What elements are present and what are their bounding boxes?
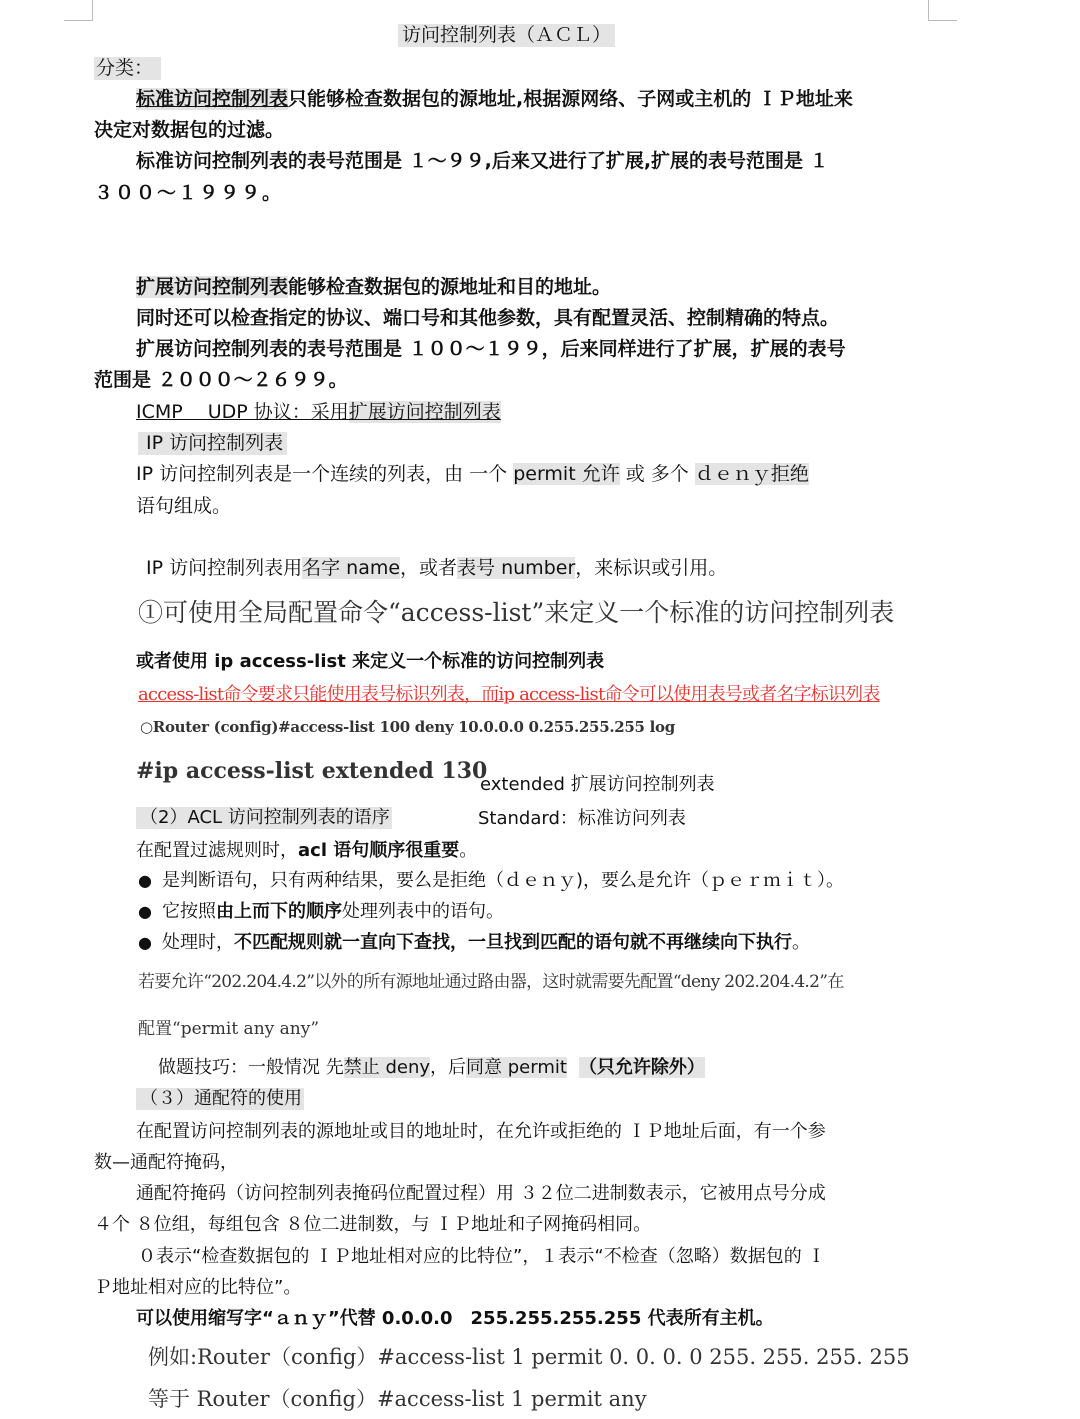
standard-acl-desc: 只能够检查数据包的源地址,根据源网络、子网或主机的 ＩＰ地址来 [288,88,853,110]
classify-label: 分类： [94,57,161,80]
extended-label: extended 扩展访问控制列表 [480,774,715,795]
bullet-2-b: 由上而下的顺序 [215,901,342,922]
order-intro-b: acl 语句顺序很重要 [298,840,460,861]
ip-access-list-line: 或者使用 ip access-list 来定义一个标准的访问控制列表 [136,651,605,672]
standard-acl-range-line2: ３００～１９９９。 [94,182,284,204]
ip-acl-desc-line2: 语句组成。 [136,495,232,517]
bullet-3-b: 不匹配规则就一直向下查找，一旦找到匹配的语句就不再继续向下执行 [233,932,792,953]
bullet-3 [138,932,810,954]
extended-acl-range-line2: 范围是 ２０００～２６９９。 [94,369,348,391]
page-title: 访问控制列表（ＡＣＬ） [398,24,615,47]
standard-acl-desc-line2: 决定对数据包的过滤。 [94,119,285,141]
bullet-2-c: 处理列表中的语句。 [341,901,504,922]
corner-mark-right [928,0,957,21]
extended-acl-desc: 能够检查数据包的源地址和目的地址。 [288,276,612,298]
corner-mark-left [64,0,93,21]
ip-acl-naming [146,557,727,580]
bullet-1-text: 是判断语句，只有两种结果，要么是拒绝（ｄｅｎｙ)，要么是允许（ｐｅｒｍｉｔ）。 [161,870,844,891]
standard-acl-term: 标准访问控制列表 [136,88,289,110]
extended-acl-paragraph [136,276,611,299]
tip-permit: 同意 permit [466,1057,567,1078]
wildcard-p2: 通配符掩码（访问控制列表掩码位配置过程）用 ３２位二进制数表示，它被用点号分成 [136,1183,826,1204]
permit-term: permit 允许 [513,463,620,485]
naming-b: ，或者 [400,557,458,579]
deny-term: ｄｅｎｙ拒绝 [694,463,809,485]
tip-a: 做题技巧：一般情况 先 [158,1057,344,1078]
standard-acl-paragraph [136,88,853,111]
standard-acl-range: 标准访问控制列表的表号范围是 １～９９,后来又进行了扩展,扩展的表号范围是 １ [136,150,829,172]
ip-acl-desc-a: IP 访问控制列表是一个连续的列表，由 一个 [136,463,514,485]
tip-c: ，后 [430,1057,467,1078]
red-note: access-list命令要求只能使用表号标识列表，而ip access-list命令可以使用表号或者名字标识列表 [138,684,880,705]
ip-acl-desc-b: 或 多个 [619,463,695,485]
bullet-1 [138,870,844,892]
order-intro-a: 在配置过滤规则时， [136,840,298,861]
tip-except: （只允许除外） [578,1057,705,1078]
tip-line [158,1057,705,1079]
ip-extended-command: #ip access-list extended 130 [136,758,488,784]
wildcard-p1: 在配置访问控制列表的源地址或目的地址时，在允许或拒绝的 ＩＰ地址后面，有一个参 [136,1121,826,1142]
wildcard-p2-line2: ４个 ８位组，每组包含 ８位二进制数，与 ＩＰ地址和子网掩码相同。 [94,1214,652,1235]
router-example-1: ○Router (config)#access-list 100 deny 10.0.0.0 0.255.255.255 log [140,718,675,736]
tip-deny: 禁止 deny [343,1057,431,1078]
allow-example-line1: 若要允许“202.204.4.2”以外的所有源地址通过路由器，这时就需要先配置“deny 202.204.4.2”在 [138,972,844,992]
icmp-udp-term: 扩展访问控制列表 [348,401,501,423]
router-example-any-1: 例如:Router（config）#access-list 1 permit 0. 0. 0. 0 255. 255. 255. 255 [148,1345,910,1369]
allow-example-line2: 配置“permit any any” [138,1019,320,1039]
naming-c: ，来标识或引用。 [575,557,728,579]
bullet-2 [138,901,504,923]
wildcard-heading: （３）通配符的使用 [136,1088,304,1110]
bullet-2-a: 它按照 [161,901,216,922]
wildcard-p3-line2: Ｐ地址相对应的比特位”。 [94,1277,302,1298]
ip-acl-desc [136,463,809,486]
order-heading: （2）ACL 访问控制列表的语序 [136,807,392,829]
extended-acl-term: 扩展访问控制列表 [136,276,289,298]
router-example-any-2: 等于 Router（config）#access-list 1 permit any [148,1387,647,1411]
wildcard-p1-line2: 数—通配符掩码， [94,1152,238,1173]
name-term: 名字 name [302,557,401,579]
extended-acl-range: 扩展访问控制列表的表号范围是 １００～１９９，后来同样进行了扩展，扩展的表号 [136,338,846,360]
icmp-udp-prefix: ICMP UDP 协议：采用 [136,401,349,423]
icmp-udp-line [136,401,501,424]
bullet-3-c: 。 [791,932,810,953]
any-keyword-line: 可以使用缩写字“ａｎｙ”代替 0.0.0.0 255.255.255.255 代表所有主机。 [136,1308,774,1329]
bullet-3-a: 处理时， [161,932,234,953]
global-command-line: ①可使用全局配置命令“access-list”来定义一个标准的访问控制列表 [138,598,895,627]
ip-acl-heading: IP 访问控制列表 [138,432,287,455]
naming-a: IP 访问控制列表用 [146,557,303,579]
order-intro [136,840,477,862]
wildcard-p3: ０表示“检查数据包的 ＩＰ地址相对应的比特位”，１表示“不检查（忽略）数据包的 Ｉ [138,1246,826,1267]
extended-acl-also: 同时还可以检查指定的协议、端口号和其他参数，具有配置灵活、控制精确的特点。 [136,307,840,329]
number-term: 表号 number [457,557,576,579]
standard-label: Standard：标准访问列表 [478,808,686,829]
bullet-dot-icon: ● [138,871,152,890]
order-intro-c: 。 [459,840,478,861]
bullet-dot-icon: ● [138,902,152,921]
bullet-dot-icon: ● [138,933,152,952]
